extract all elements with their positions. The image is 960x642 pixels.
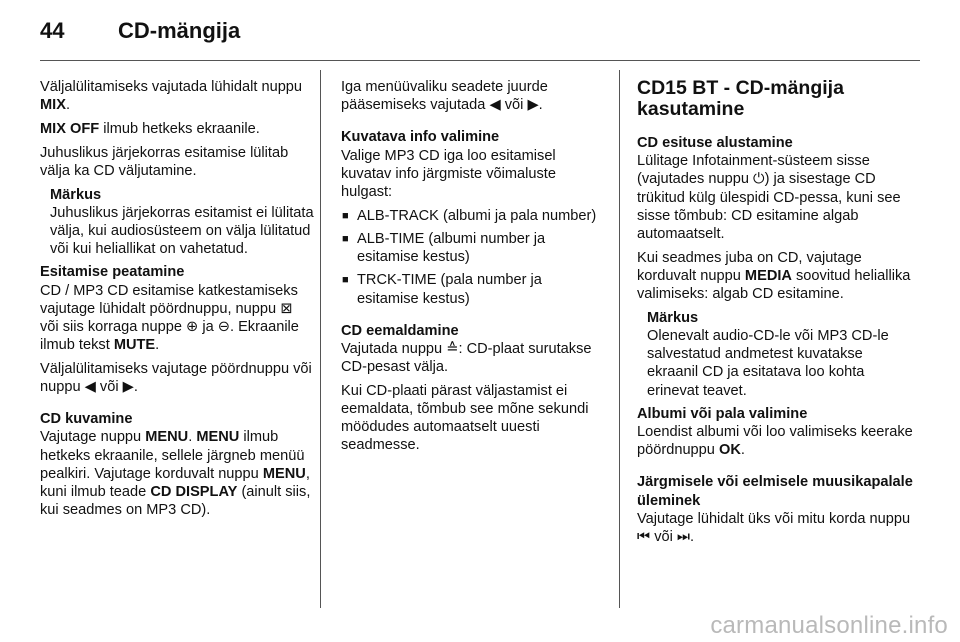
paragraph: Valige MP3 CD iga loo esitamisel kuvatav info järgmiste võimaluste hulgast:	[341, 147, 556, 201]
note-title: Märkus	[50, 186, 102, 203]
bullet-icon: ■	[342, 232, 349, 245]
paragraph: Vajutage nuppu MENU. MENU ilmub hetkeks ekraanile, sellele järgneb menüü pealkiri. Vajutage korduvalt nuppu MENU, kuni ilmub teade CD DISPLAY (ainult siis, kui seadmes on MP3 CD).	[40, 429, 311, 519]
power-icon: ⏻	[753, 171, 765, 188]
section-heading: Kuvatava info valimine	[341, 129, 500, 146]
bullet-icon: ■	[342, 274, 349, 287]
paragraph: MIX OFF ilmub hetkeks ekraanile.	[40, 120, 260, 137]
list-item: ■ TRCK-TIME (pala number ja esitamise kestus)	[342, 272, 542, 307]
volume-up-icon: ⊕	[186, 318, 199, 335]
display-text: MIX OFF	[40, 120, 100, 137]
display-text: MUTE	[113, 337, 156, 354]
note-box	[647, 309, 913, 400]
eject-icon: ≙	[446, 340, 459, 357]
page-title: CD-mängija	[118, 18, 241, 43]
column-divider-1	[320, 70, 321, 608]
section-heading: CD esituse alustamine	[637, 135, 793, 151]
page-header	[40, 18, 920, 52]
paragraph: Väljalülitamiseks vajutage pöördnuppu või nuppu ◀ või ▶.	[40, 360, 312, 396]
column-1	[40, 78, 314, 525]
list-item: ■ ALB-TIME (albumi number ja esitamise kestus)	[342, 230, 546, 266]
paragraph: Loendist albumi või loo valimiseks keerake pöördnuppu OK.	[637, 424, 913, 459]
paragraph: Lülitage Infotainment-süsteem sisse (vajutades nuppu ⏻) ja sisestage CD trükitud külg ülespidi CD-pessa, kuni see sisse tõmbub: CD esitamine algab automaatselt.	[637, 153, 901, 243]
section-title: CD15 BT - CD-mängija kasutamine	[637, 77, 844, 120]
info-options-list	[341, 207, 601, 308]
list-item: ■ ALB-TRACK (albumi ja pala number)	[342, 207, 597, 224]
skip-back-icon: ⏮	[637, 529, 651, 546]
paragraph: Juhuslikus järjekorras esitamise lülitab välja ka CD väljutamine.	[40, 144, 289, 179]
section-heading: CD kuvamine	[40, 411, 133, 428]
section-heading: CD eemaldamine	[341, 322, 459, 339]
paragraph: Vajutage lühidalt üks või mitu korda nuppu ⏮ või ⏭.	[637, 510, 911, 546]
page-number: 44	[40, 18, 65, 43]
header-rule	[40, 60, 920, 61]
mute-icon: ⊠	[280, 300, 293, 317]
paragraph: Kui seadmes juba on CD, vajutage korduvalt nuppu MEDIA soovitud heliallika valimiseks: algab CD esitamine.	[637, 249, 911, 303]
column-divider-2	[619, 70, 620, 608]
paragraph: Iga menüüvaliku seadete juurde pääsemiseks vajutada ◀ või ▶.	[341, 79, 548, 114]
section-heading: Albumi või pala valimine	[637, 405, 808, 422]
paragraph: Vajutada nuppu ≙: CD-plaat surutakse CD-pesast välja.	[341, 340, 592, 376]
paragraph: Väljalülitamiseks vajutada lühidalt nuppu MIX.	[40, 79, 303, 114]
section-heading: Esitamise peatamine	[40, 264, 185, 281]
skip-forward-icon: ⏭	[676, 529, 691, 546]
column-3	[637, 78, 913, 552]
volume-down-icon: ⊖	[217, 318, 230, 335]
column-2	[341, 78, 601, 460]
section-heading: Järgmisele või eelmisele muusikapalale üleminek	[637, 474, 913, 509]
note-text: Juhuslikus järjekorras esitamist ei lülitata välja, kui audiosüsteem on välja lülitatud või kui heliallikat on vahetatud.	[50, 204, 314, 258]
watermark: carmanualsonline.info	[710, 612, 948, 639]
note-box	[50, 186, 314, 259]
button-label: MIX	[40, 97, 66, 114]
note-title: Märkus	[647, 309, 699, 326]
paragraph: Kui CD-plaati pärast väljastamist ei eemaldata, tõmbub see mõne sekundi möödudes automaatselt uuesti seadmesse.	[341, 382, 589, 454]
note-text: Olenevalt audio-CD-le või MP3 CD-le salvestatud andmetest kuvatakse ekraanil CD ja esitatava loo kohta erinevat teavet.	[647, 328, 889, 399]
bullet-icon: ■	[342, 209, 349, 222]
paragraph: CD / MP3 CD esitamise katkestamiseks vajutage lühidalt pöördnuppu, nuppu ⊠ või siis korraga nuppe ⊕ ja ⊖. Ekraanile ilmub tekst MUTE.	[40, 282, 299, 354]
